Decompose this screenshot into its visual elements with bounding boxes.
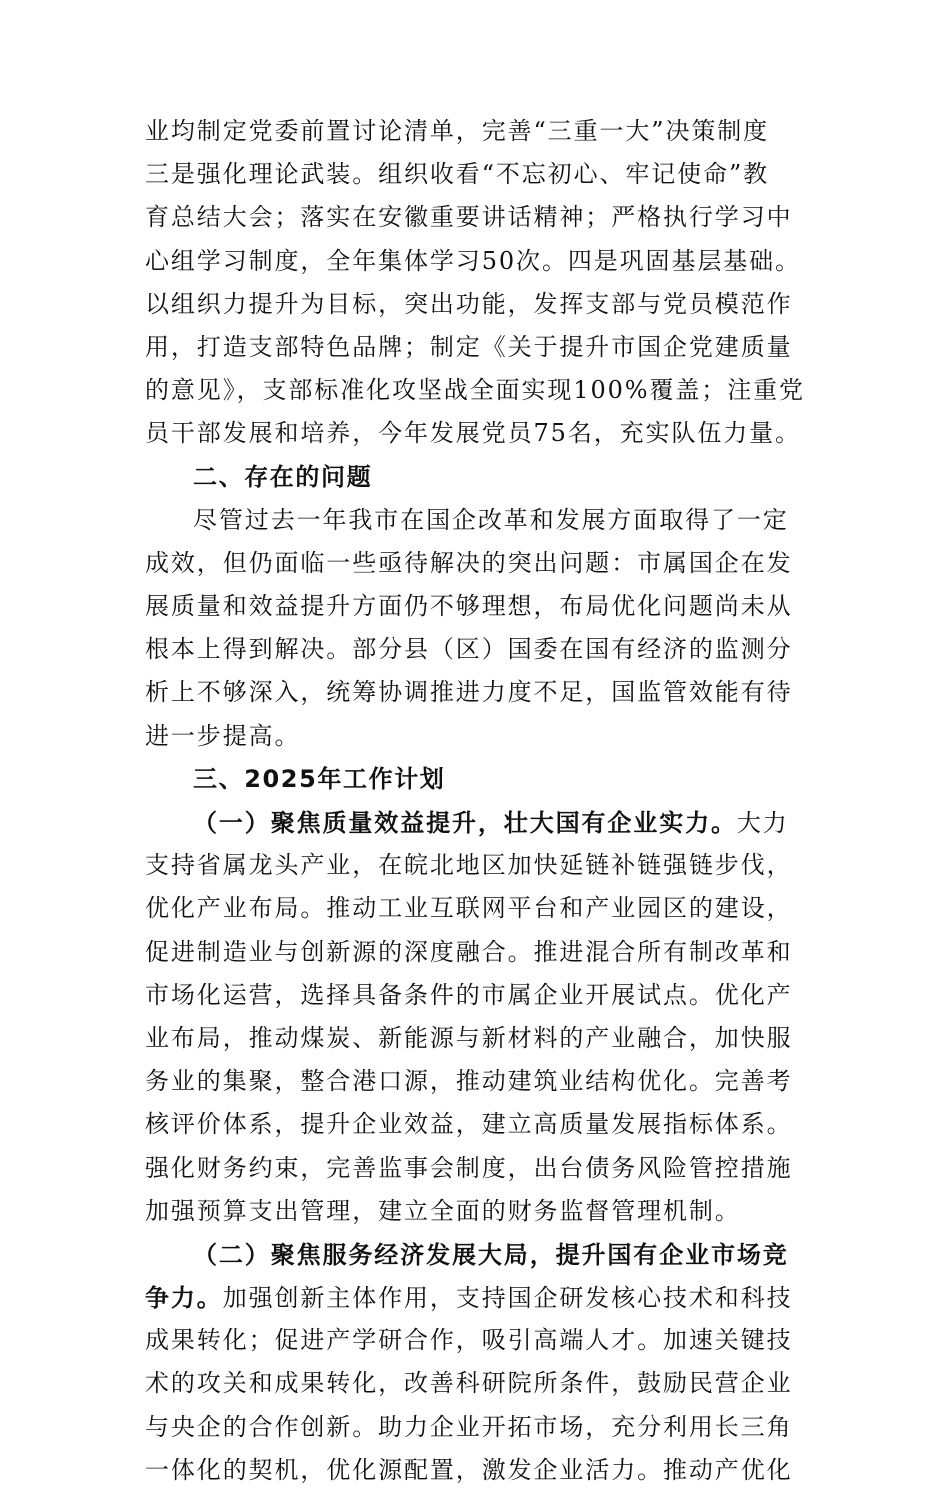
body-text: 用，打造支部特色品牌；制定《关于提升市国企党建质量 — [145, 332, 793, 361]
body-text: 支持省属龙头产业，在皖北地区加快延链补链强链步伐， — [145, 851, 793, 880]
body-text: 加强预算支出管理，建立全面的财务监督管理机制。 — [145, 1196, 741, 1225]
body-text: 育总结大会；落实在安徽重要讲话精神；严格执行学习中 — [145, 203, 793, 232]
text-line — [145, 1147, 805, 1190]
bold-lead-text: 争力。 — [145, 1283, 223, 1313]
body-text: 心组学习制度，全年集体学习50次。四是巩固基层基础。 — [145, 246, 801, 275]
body-text: 术的攻关和成果转化，改善科研院所条件，鼓励民营企业 — [145, 1369, 793, 1398]
text-line — [145, 1406, 805, 1449]
paragraph-first-line — [145, 801, 805, 844]
body-text: 三是强化理论武装。组织收看“不忘初心、牢记使命”教 — [145, 160, 770, 189]
body-text: 业布局，推动煤炭、新能源与新材料的产业融合，加快服 — [145, 1023, 793, 1052]
text-line — [145, 1060, 805, 1103]
body-text: 与央企的合作创新。助力企业开拓市场，充分利用长三角 — [145, 1412, 793, 1441]
text-line — [145, 715, 805, 758]
text-line — [145, 671, 805, 714]
body-text: 加强创新主体作用，支持国企研发核心技术和科技 — [222, 1284, 793, 1313]
text-line — [145, 542, 805, 585]
body-text: 进一步提高。 — [145, 721, 301, 750]
body-text: 一体化的契机，优化源配置，激发企业活力。推动产优化 — [145, 1455, 793, 1484]
text-line — [145, 196, 805, 239]
text-line — [145, 1103, 805, 1146]
text-line — [145, 1190, 805, 1233]
text-line — [145, 153, 805, 196]
document-page — [145, 110, 805, 1492]
body-text: 成效，但仍面临一些亟待解决的突出问题：市属国企在发 — [145, 548, 793, 577]
body-text: 以组织力提升为目标，突出功能，发挥支部与党员模范作 — [145, 289, 793, 318]
text-line — [145, 240, 805, 283]
body-text: 尽管过去一年我市在国企改革和发展方面取得了一定 — [193, 505, 789, 534]
text-line — [145, 931, 805, 974]
paragraph-first-line — [145, 1233, 805, 1276]
text-line — [145, 1276, 805, 1319]
text-line — [145, 412, 805, 455]
text-line — [145, 1449, 805, 1492]
text-line — [145, 844, 805, 887]
body-text: 务业的集聚，整合港口源，推动建筑业结构优化。完善考 — [145, 1067, 793, 1096]
section-heading — [145, 758, 805, 801]
text-line — [145, 585, 805, 628]
body-text: 展质量和效益提升方面仍不够理想，布局优化问题尚未从 — [145, 592, 793, 621]
body-text: 强化财务约束，完善监事会制度，出台债务风险管控措施 — [145, 1153, 793, 1182]
body-text: 核评价体系，提升企业效益，建立高质量发展指标体系。 — [145, 1110, 793, 1139]
body-text: 员干部发展和培养，今年发展党员75名，充实队伍力量。 — [145, 419, 801, 448]
body-text: 三、2025年工作计划 — [193, 764, 446, 793]
body-text: 业均制定党委前置讨论清单，完善“三重一大”决策制度 — [145, 117, 770, 145]
body-text: 根本上得到解决。部分县（区）国委在国有经济的监测分 — [145, 635, 793, 664]
body-text: 大力 — [736, 809, 789, 837]
body-text: 二、存在的问题 — [193, 462, 373, 491]
text-line — [145, 110, 805, 153]
section-heading — [145, 456, 805, 499]
bold-lead-text: （一）聚焦质量效益提升，壮大国有企业实力。 — [193, 808, 737, 837]
text-line — [145, 369, 805, 412]
body-text: 促进制造业与创新源的深度融合。推进混合所有制改革和 — [145, 937, 793, 966]
text-line — [145, 974, 805, 1017]
text-line — [145, 887, 805, 930]
text-line — [145, 283, 805, 326]
text-line — [145, 1319, 805, 1362]
text-line — [145, 1362, 805, 1405]
body-text: 优化产业布局。推动工业互联网平台和产业园区的建设， — [145, 894, 793, 923]
text-line — [145, 326, 805, 369]
body-text: 的意见》，支部标准化攻坚战全面实现100%覆盖；注重党 — [145, 376, 805, 405]
body-text: 成果转化；促进产学研合作，吸引高端人才。加速关键技 — [145, 1326, 793, 1355]
bold-lead-text: （二）聚焦服务经济发展大局，提升国有企业市场竞 — [193, 1239, 789, 1269]
body-text: 市场化运营，选择具备条件的市属企业开展试点。优化产 — [145, 980, 793, 1009]
text-line — [145, 628, 805, 671]
text-line — [145, 1017, 805, 1060]
paragraph-first-line — [145, 499, 805, 542]
body-text: 析上不够深入，统筹协调推进力度不足，国监管效能有待 — [145, 678, 793, 707]
